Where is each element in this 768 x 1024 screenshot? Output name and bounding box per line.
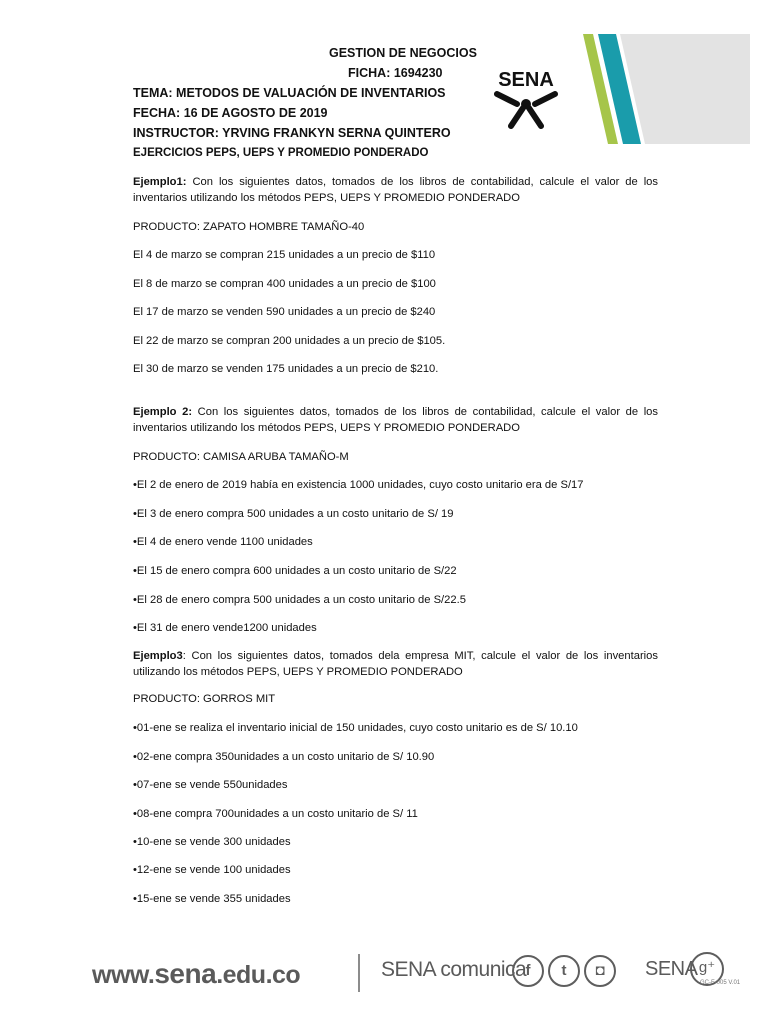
ejemplo1-intro-text: Con los siguientes datos, tomados de los libros de contabilidad, calcule el valor de los inventarios utilizando los métodos PEPS, UEPS Y PROMEDIO PONDERADO [133,176,658,204]
footer-sena: SENA [645,958,698,980]
google-plus-icon[interactable]: g⁺ [690,952,724,986]
ejemplo2-item: •El 28 de enero compra 500 unidades a un costo unitario de S/22.5 [133,594,466,606]
ejemplo2-producto: PRODUCTO: CAMISA ARUBA TAMAÑO-M [133,451,349,463]
ejemplo1-label: Ejemplo1: [133,176,187,188]
stripe-gray [620,34,750,144]
ejemplo2-item: •El 2 de enero de 2019 había en existencia 1000 unidades, cuyo costo unitario era de S/17 [133,479,584,491]
ejemplo2-intro-text: Con los siguientes datos, tomados de los libros de contabilidad, calcule el valor de los inventarios utilizando los métodos PEPS, UEPS Y PROMEDIO PONDERADO [133,406,658,434]
sena-logo-text: SENA [498,69,554,91]
instagram-icon[interactable]: ◘ [584,955,616,987]
footer-form-code: GC-F-005 V.01 [700,980,741,986]
footer-url-suffix: .edu.co [216,961,301,989]
facebook-icon[interactable]: f [512,955,544,987]
ejemplo3-item: •12-ene se vende 100 unidades [133,864,291,876]
header-tema: TEMA: METODOS DE VALUACIÓN DE INVENTARIOS [133,86,446,100]
ejemplo3-label: Ejemplo3 [133,650,183,662]
header-subtitle: EJERCICIOS PEPS, UEPS Y PROMEDIO PONDERADO [133,147,429,159]
footer-url-brand: sena [154,958,217,989]
ejemplo1-item: El 30 de marzo se venden 175 unidades a un precio de $210. [133,363,439,375]
header-course: GESTION DE NEGOCIOS [329,46,477,60]
ejemplo3-intro [133,649,658,680]
ejemplo3-item: •02-ene compra 350unidades a un costo unitario de S/ 10.90 [133,751,435,763]
ejemplo2-label: Ejemplo 2: [133,406,193,418]
ejemplo1-producto: PRODUCTO: ZAPATO HOMBRE TAMAÑO-40 [133,221,365,233]
footer-divider [358,954,360,992]
ejemplo1-item: El 17 de marzo se venden 590 unidades a un precio de $240 [133,306,436,318]
ejemplo1-item: El 8 de marzo se compran 400 unidades a un precio de $100 [133,278,436,290]
footer-website[interactable] [92,958,300,990]
ejemplo3-producto: PRODUCTO: GORROS MIT [133,693,276,705]
twitter-icon[interactable]: t [548,955,580,987]
ejemplo2-item: •El 31 de enero vende1200 unidades [133,622,317,634]
ejemplo3-item: •01-ene se realiza el inventario inicial de 150 unidades, cuyo costo unitario es de S/ 10.10 [133,722,578,734]
header-ficha: FICHA: 1694230 [348,66,443,80]
ejemplo2-intro [133,405,658,436]
sena-logo-arm-right [535,94,555,104]
sena-logo-leg-left [511,108,523,126]
ejemplo1-item: El 22 de marzo se compran 200 unidades a un precio de $105. [133,335,446,347]
footer-url-prefix: www. [92,961,155,989]
ejemplo1-item: El 4 de marzo se compran 215 unidades a un precio de $110 [133,249,436,261]
ejemplo3-item: •15-ene se vende 355 unidades [133,893,291,905]
ejemplo3-item: •07-ene se vende 550unidades [133,779,288,791]
sena-logo-arm-left [497,94,517,104]
ejemplo2-item: •El 3 de enero compra 500 unidades a un costo unitario de S/ 19 [133,508,454,520]
ejemplo3-intro-text: : Con los siguientes datos, tomados dela empresa MIT, calcule el valor de los inventarios utilizando los métodos PEPS, UEPS Y PROMEDIO PONDERADO [133,650,658,678]
header-instructor: INSTRUCTOR: YRVING FRANKYN SERNA QUINTERO [133,126,451,140]
ejemplo3-item: •08-ene compra 700unidades a un costo unitario de S/ 11 [133,808,418,820]
ejemplo3-item: •10-ene se vende 300 unidades [133,836,291,848]
ejemplo2-item: •El 15 de enero compra 600 unidades a un costo unitario de S/22 [133,565,457,577]
sena-logo-leg-right [529,108,541,126]
header-fecha: FECHA: 16 DE AGOSTO DE 2019 [133,106,328,120]
ejemplo1-intro [133,175,658,206]
ejemplo2-item: •El 4 de enero vende 1100 unidades [133,536,313,548]
footer-comunica: SENA comunica [381,958,527,981]
sena-logo [491,64,561,130]
